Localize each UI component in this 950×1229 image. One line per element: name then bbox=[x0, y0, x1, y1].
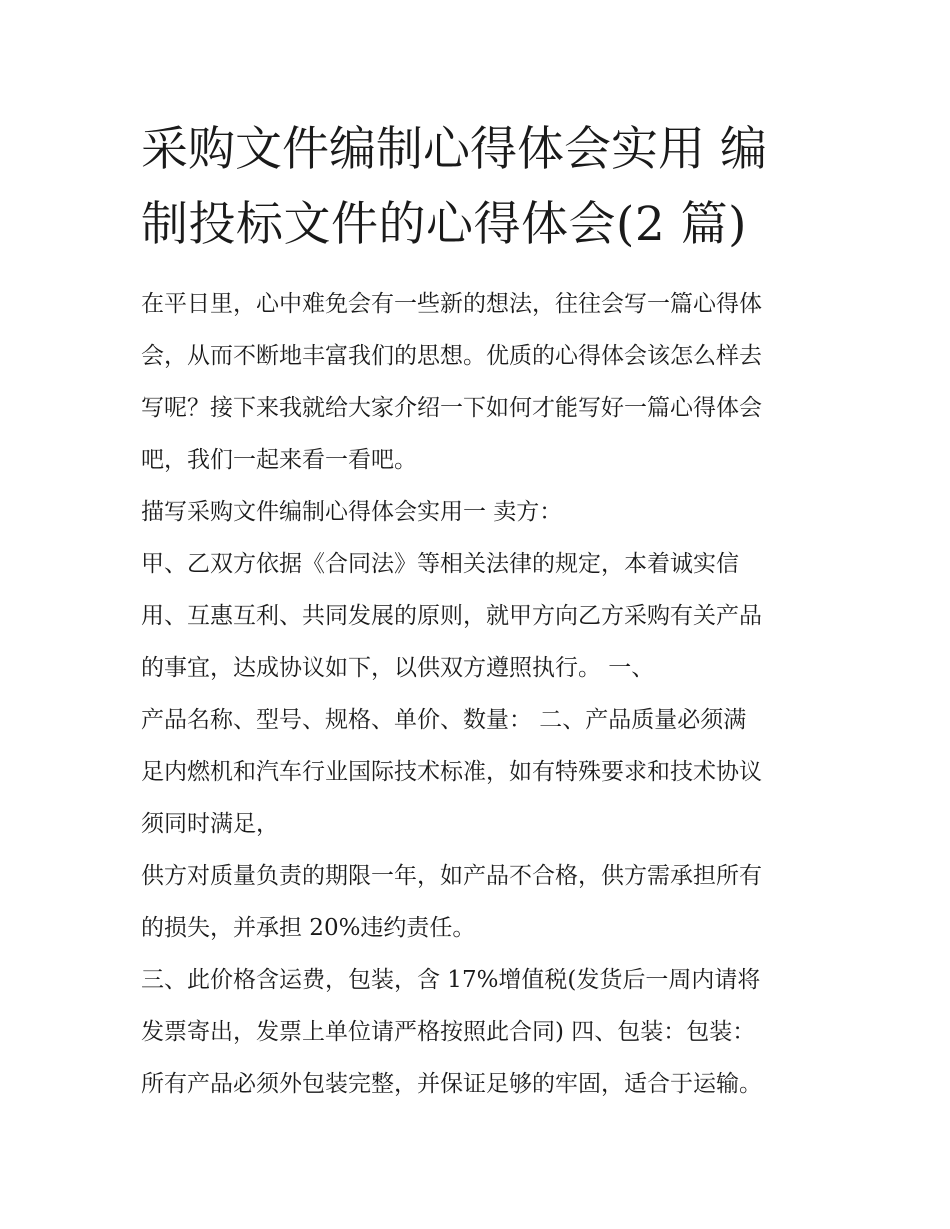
body-line: 的损失，并承担 20%违约责任。 bbox=[141, 915, 476, 941]
body-line: 足内燃机和汽车行业国际技术标准，如有特殊要求和技术协议 bbox=[141, 759, 762, 785]
title-line-1: 采购文件编制心得体会实用 编 bbox=[141, 122, 767, 177]
body-line: 供方对质量负责的期限一年，如产品不合格，供方需承担所有 bbox=[141, 863, 762, 889]
body-line: 三、此价格含运费，包装，含 17%增值税(发货后一周内请将 bbox=[141, 967, 761, 993]
body-line: 用、互惠互利、共同发展的原则，就甲方向乙方采购有关产品 bbox=[141, 603, 762, 629]
body-line: 吧，我们一起来看一看吧。 bbox=[141, 447, 417, 473]
body-line: 在平日里，心中难免会有一些新的想法，往往会写一篇心得体 bbox=[141, 291, 762, 317]
body-line: 所有产品必须外包装完整，并保证足够的牢固，适合于运输。 bbox=[141, 1071, 762, 1097]
body-line: 描写采购文件编制心得体会实用一 卖方： bbox=[141, 499, 563, 525]
body-line: 写呢？接下来我就给大家介绍一下如何才能写好一篇心得体会 bbox=[141, 395, 762, 421]
body-line: 的事宜，达成协议如下，以供双方遵照执行。 一、 bbox=[141, 655, 655, 681]
title-line-2: 制投标文件的心得体会(2 篇) bbox=[141, 197, 748, 252]
body-line: 产品名称、型号、规格、单价、数量： 二、产品质量必须满 bbox=[141, 707, 747, 733]
document-title bbox=[141, 112, 813, 262]
body-line: 甲、乙双方依据《合同法》等相关法律的规定，本着诚实信 bbox=[141, 551, 739, 577]
body-line: 会，从而不断地丰富我们的思想。优质的心得体会该怎么样去 bbox=[141, 343, 762, 369]
body-line: 发票寄出，发票上单位请严格按照此合同) 四、包装：包装： bbox=[141, 1019, 756, 1045]
document-body bbox=[141, 278, 813, 1110]
body-line: 须同时满足， bbox=[141, 811, 279, 837]
document-page bbox=[141, 112, 813, 1110]
